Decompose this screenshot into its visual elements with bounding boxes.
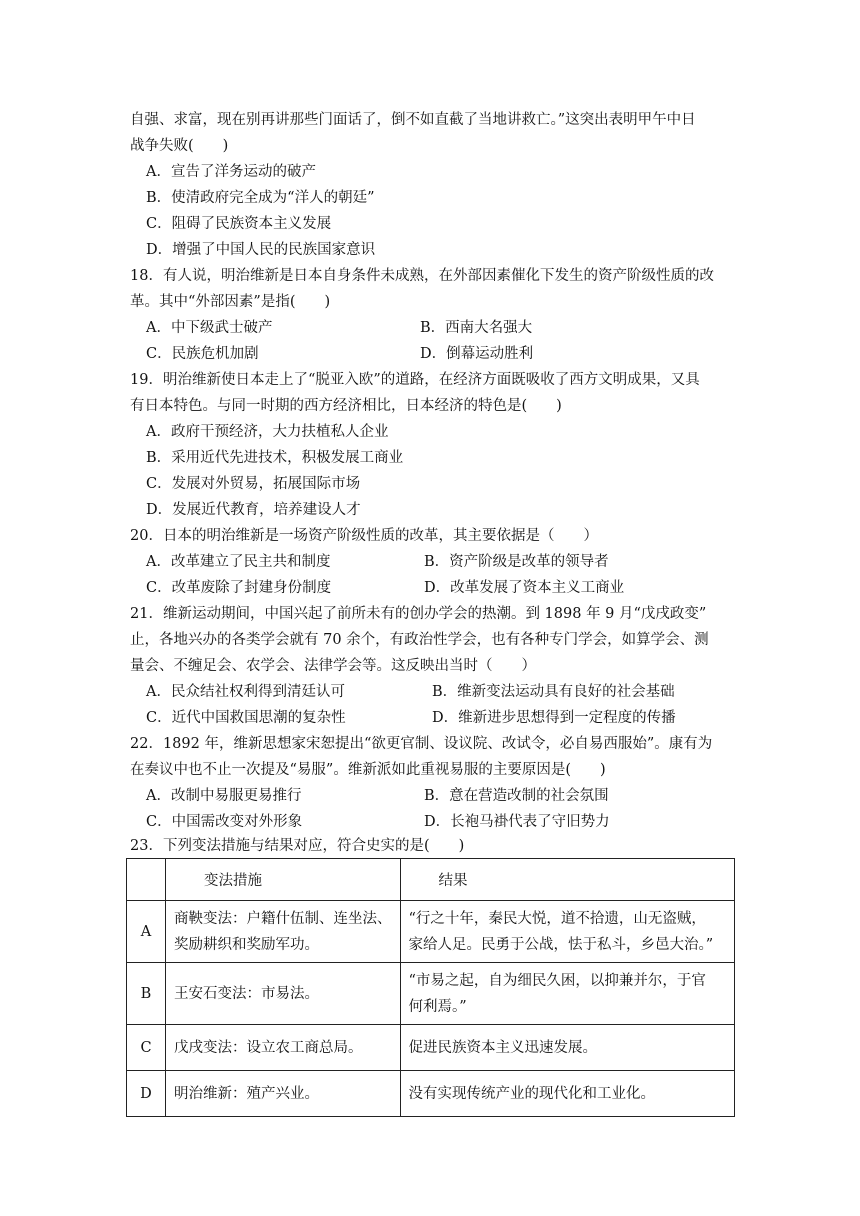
row-label-d: D: [127, 1071, 166, 1117]
row-c-measure-line-1: 戊戌变法：设立农工商总局。: [174, 1039, 363, 1056]
q20-option-b: B．资产阶级是改革的领导者: [424, 554, 609, 570]
row-c-result-line-1: 促进民族资本主义迅速发展。: [408, 1039, 597, 1056]
q21-option-b: B．维新变法运动具有良好的社会基础: [432, 684, 675, 700]
q17-option-c: C．阻碍了民族资本主义发展: [146, 216, 332, 232]
q19-option-a: A．政府干预经济，大力扶植私人企业: [146, 424, 389, 440]
row-d-result-line-1: 没有实现传统产业的现代化和工业化。: [408, 1085, 655, 1102]
row-c-result: [400, 1025, 735, 1071]
table-header-result: [400, 859, 735, 901]
table-header-measure: [166, 859, 401, 901]
table-header-row: [127, 859, 735, 901]
q22-option-d: D．长袍马褂代表了守旧势力: [424, 814, 610, 830]
q18-option-d: D．倒幕运动胜利: [420, 346, 534, 362]
q17-option-d: D．增强了中国人民的民族国家意识: [146, 242, 376, 258]
row-b-result-line-2: 何利焉。”: [408, 998, 467, 1015]
row-d-measure: [166, 1071, 401, 1117]
q22-option-b: B．意在营造改制的社会氛围: [424, 788, 609, 804]
row-a-result: [400, 901, 735, 963]
q22-option-a: A．改制中易服更易推行: [146, 788, 302, 804]
table-row: [127, 1025, 735, 1071]
q21-stem-line-1: 21．维新运动期间，中国兴起了前所未有的创办学会的热潮。到 1898 年 9 月“戊戌政变”: [130, 606, 707, 622]
row-a-measure-line-2: 奖励耕织和奖励军功。: [174, 936, 319, 953]
row-b-result-line-1: “市易之起，自为细民久困，以抑兼并尔，于官: [408, 972, 706, 989]
row-label-a: A: [127, 901, 166, 963]
q17-option-b: B．使清政府完全成为“洋人的朝廷”: [146, 190, 375, 206]
table-header-result-label: 结果: [438, 873, 468, 889]
q21-stem-line-3: 量会、不缠足会、农学会、法律学会等。这反映出当时（ ）: [130, 658, 536, 674]
q20-stem-line-1: 20．日本的明治维新是一场资产阶级性质的改革，其主要依据是（ ）: [130, 528, 598, 544]
q22-stem-line-2: 在奏议中也不止一次提及“易服”。维新派如此重视易服的主要原因是( ): [130, 762, 606, 778]
q20-option-c: C．改革废除了封建身份制度: [146, 580, 332, 596]
q21-option-d: D．维新进步思想得到一定程度的传播: [432, 710, 676, 726]
q22-option-c: C．中国需改变对外形象: [146, 814, 303, 830]
row-c-measure: [166, 1025, 401, 1071]
q23-stem-line-1: 23．下列变法措施与结果对应，符合史实的是( ): [130, 838, 465, 854]
q17-stem-line-2: 战争失败( ): [130, 138, 229, 154]
row-b-measure-line-1: 王安石变法：市易法。: [174, 985, 319, 1002]
row-d-measure-line-1: 明治维新：殖产兴业。: [174, 1085, 319, 1102]
q19-option-b: B．采用近代先进技术，积极发展工商业: [146, 450, 404, 466]
table-row: [127, 963, 735, 1025]
q19-option-d: D．发展近代教育，培养建设人才: [146, 502, 361, 518]
row-d-result: [400, 1071, 735, 1117]
table-header-blank: [127, 859, 166, 901]
row-label-c: C: [127, 1025, 166, 1071]
q17-option-a: A．宣告了洋务运动的破产: [146, 164, 316, 180]
q19-stem-line-1: 19．明治维新使日本走上了“脱亚入欧”的道路，在经济方面既吸收了西方文明成果，又具: [130, 372, 700, 388]
q21-option-c: C．近代中国救国思潮的复杂性: [146, 710, 346, 726]
row-b-result: [400, 963, 735, 1025]
table-row: [127, 901, 735, 963]
row-label-b: B: [127, 963, 166, 1025]
q20-option-d: D．改革发展了资本主义工商业: [424, 580, 625, 596]
row-a-measure: [166, 901, 401, 963]
reform-comparison-table: [126, 858, 735, 1117]
q18-stem-line-2: 革。其中“外部因素”是指( ): [130, 294, 331, 310]
q20-option-a: A．改革建立了民主共和制度: [146, 554, 331, 570]
q22-stem-line-1: 22．1892 年，维新思想家宋恕提出“欲更官制、设议院、改试令，必自易西服始”。康有为: [130, 736, 713, 752]
row-a-measure-line-1: 商鞅变法：户籍什伍制、连坐法、: [174, 910, 392, 927]
q18-option-a: A．中下级武士破产: [146, 320, 273, 336]
table-header-measure-label: 变法措施: [204, 873, 262, 889]
q19-stem-line-2: 有日本特色。与同一时期的西方经济相比，日本经济的特色是( ): [130, 398, 562, 414]
q21-option-a: A．民众结社权利得到清廷认可: [146, 684, 345, 700]
row-a-result-line-2: 家给人足。民勇于公战，怯于私斗，乡邑大治。”: [408, 936, 714, 953]
row-b-measure: [166, 963, 401, 1025]
row-a-result-line-1: “行之十年，秦民大悦，道不拾遗，山无盗贼，: [408, 910, 706, 927]
q17-stem-line-1: 自强、求富，现在别再讲那些门面话了，倒不如直截了当地讲救亡。”这突出表明甲午中日: [130, 112, 696, 128]
q19-option-c: C．发展对外贸易，拓展国际市场: [146, 476, 361, 492]
q18-option-b: B．西南大名强大: [420, 320, 533, 336]
q18-stem-line-1: 18．有人说，明治维新是日本自身条件未成熟，在外部因素催化下发生的资产阶级性质的改: [130, 268, 714, 284]
q21-stem-line-2: 止，各地兴办的各类学会就有 70 余个，有政治性学会，也有各种专门学会，如算学会、测: [130, 632, 709, 648]
q18-option-c: C．民族危机加剧: [146, 346, 259, 362]
table-row: [127, 1071, 735, 1117]
